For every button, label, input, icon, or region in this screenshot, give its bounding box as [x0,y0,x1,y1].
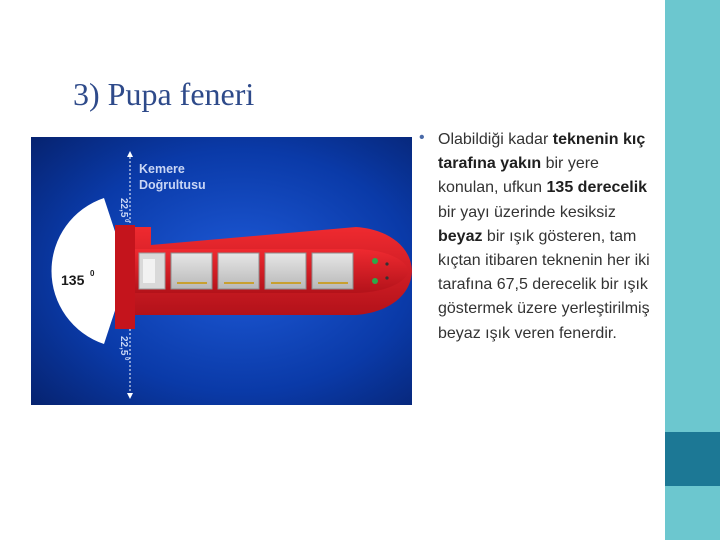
label-dogrultusu: Doğrultusu [139,178,206,192]
bullet-seg-3: bir yere konulan, ufkun [438,155,599,197]
label-sector-bottom: 22,5 [118,336,129,356]
label-sector-top: 22,5 [118,198,129,218]
side-band-middle [665,432,720,486]
label-sector-bottom-sup: 0 [123,357,129,361]
label-arc-angle: 135 [61,272,85,288]
bullet-seg-6: beyaz [438,227,483,245]
bow-light-green [372,258,378,264]
bow-fitting-2 [385,276,388,279]
bullet-dot-icon: • [419,129,425,146]
bullet-seg-7: bir ışık gösteren, tam kıçtan itibaren teknenin her iki tarafına 67,5 derecelik bir ışık göstermek üzere yerleştirilmiş beyaz ışık veren fenerdir. [438,227,650,342]
side-band-top [665,0,720,432]
bullet-seg-2: teknenin kıç tarafına yakın [438,131,646,173]
label-arc-angle-sup: 0 [90,269,95,278]
bullet-seg-4: 135 derecelik [546,179,648,197]
bullet-seg-1: Olabildiği kadar [438,131,553,148]
label-sector-top-sup: 0 [123,219,129,223]
slide-title: 3) Pupa feneri [73,76,255,112]
bullet-list [419,128,659,346]
side-band-bottom [665,486,720,540]
bullet-item [438,128,659,346]
bow-fitting-1 [385,262,388,265]
bullet-seg-5: bir yayı üzerinde kesiksiz [438,203,616,221]
stern-block [115,225,135,329]
bow-light-red [372,278,378,284]
superstructure-deck [143,259,155,283]
stern-light-diagram [31,137,412,405]
label-kemere: Kemere [139,162,185,176]
